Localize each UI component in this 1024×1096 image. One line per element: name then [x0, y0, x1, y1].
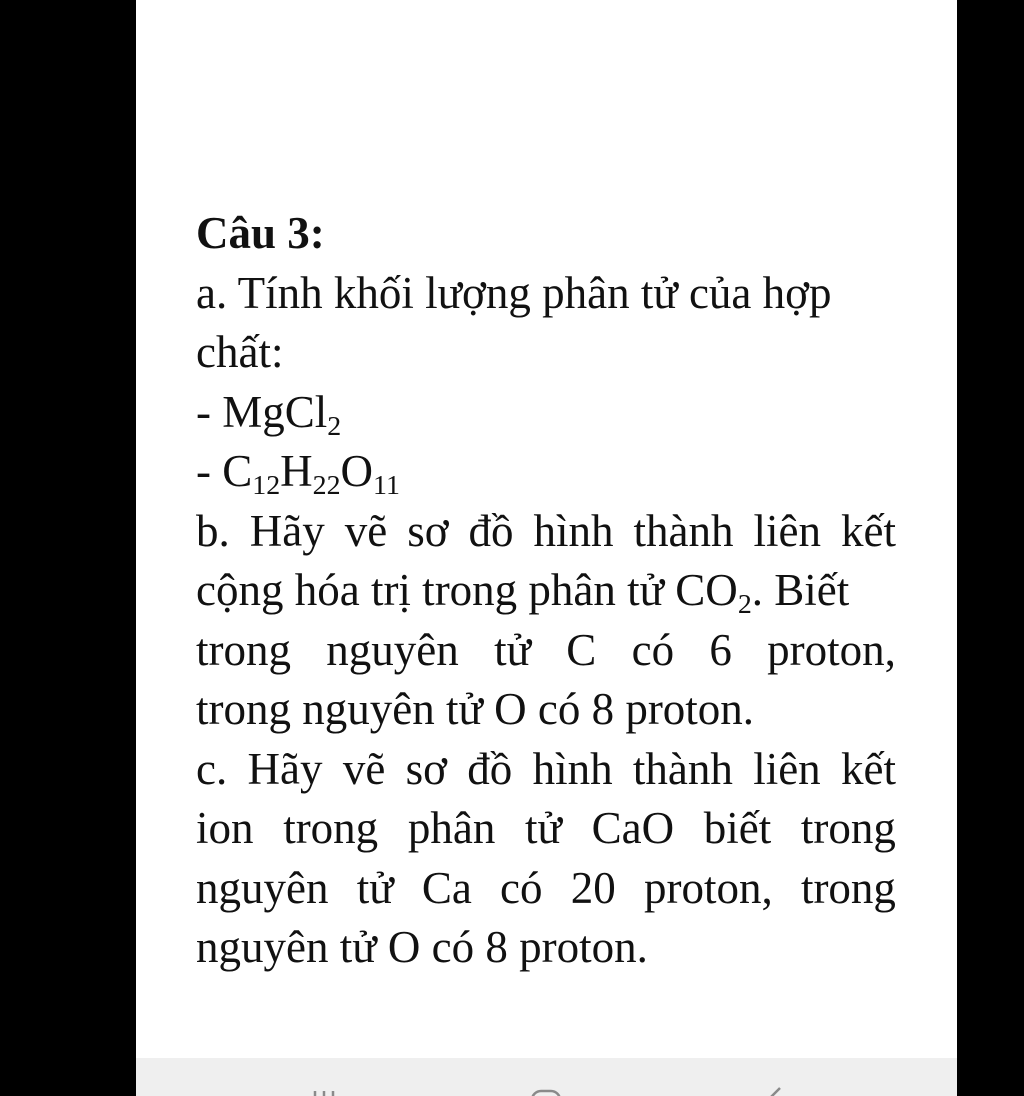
word: liên	[753, 505, 822, 556]
word: C	[566, 624, 597, 675]
word: thành	[632, 743, 733, 794]
formula-subscript: 2	[737, 588, 752, 620]
word: sơ	[405, 743, 447, 794]
word: 6	[709, 624, 732, 675]
word: kết	[841, 743, 896, 794]
formula-subscript: 22	[312, 469, 341, 501]
word: vẽ	[342, 743, 386, 794]
word: Ca	[421, 862, 472, 913]
part-b-line-1	[196, 502, 896, 562]
formula-mgcl2	[196, 383, 896, 443]
part-c-line-4: nguyên tử O có 8 proton.	[196, 922, 648, 972]
word: Hãy	[247, 743, 323, 794]
navigation-bar	[136, 1058, 957, 1096]
word: trong	[800, 862, 896, 913]
formula-subscript: 2	[327, 410, 342, 442]
word: vẽ	[344, 505, 388, 556]
word: trong	[196, 624, 291, 675]
formula-text: - MgCl	[196, 386, 328, 437]
word: c.	[196, 743, 228, 794]
word: hình	[533, 505, 614, 556]
part-b-line-3	[196, 621, 896, 681]
word: ion	[196, 803, 254, 853]
word: thành	[633, 505, 734, 556]
word: phân	[407, 803, 496, 853]
formula-sucrose	[196, 442, 896, 502]
word: hình	[532, 743, 613, 794]
word: 20	[570, 862, 616, 913]
part-c-line-3	[196, 859, 896, 919]
word: nguyên	[326, 624, 459, 675]
line-text: . Biết	[751, 565, 850, 615]
word: đồ	[468, 505, 514, 556]
formula-subscript: 12	[252, 469, 281, 501]
word: proton,	[643, 862, 773, 913]
word: tử	[356, 862, 394, 913]
formula-text: O	[340, 446, 374, 496]
home-icon[interactable]	[529, 1085, 563, 1096]
word: tử	[525, 803, 562, 853]
word: tử	[494, 624, 531, 675]
word: đồ	[467, 743, 513, 794]
formula-text: - C	[196, 446, 253, 496]
word: trong	[800, 803, 896, 853]
formula-subscript: 11	[373, 469, 400, 501]
part-a-line-2: chất:	[196, 327, 284, 377]
part-b-line-2	[196, 561, 896, 621]
question-heading: Câu 3:	[196, 208, 325, 258]
word: kết	[841, 505, 896, 556]
part-a-line-1: a. Tính khối lượng phân tử của hợp	[196, 267, 832, 318]
word: biết	[703, 803, 772, 853]
word: nguyên	[196, 862, 329, 913]
word: CaO	[591, 803, 675, 853]
document-screen	[136, 0, 957, 1096]
formula-text: H	[280, 446, 313, 496]
back-icon[interactable]	[762, 1085, 784, 1096]
part-c-line-2	[196, 799, 896, 859]
word: Hãy	[249, 505, 325, 556]
recents-icon[interactable]	[309, 1085, 339, 1096]
word: trong	[283, 803, 379, 853]
word: có	[500, 862, 543, 913]
line-text: cộng hóa trị trong phân tử CO	[196, 565, 738, 615]
question-text	[196, 204, 896, 978]
part-c-line-1	[196, 740, 896, 800]
word: sơ	[407, 505, 449, 556]
word: b.	[196, 505, 230, 556]
word: proton,	[767, 624, 896, 675]
word: có	[631, 624, 675, 675]
word: liên	[753, 743, 821, 794]
part-b-line-4: trong nguyên tử O có 8 proton.	[196, 684, 755, 734]
